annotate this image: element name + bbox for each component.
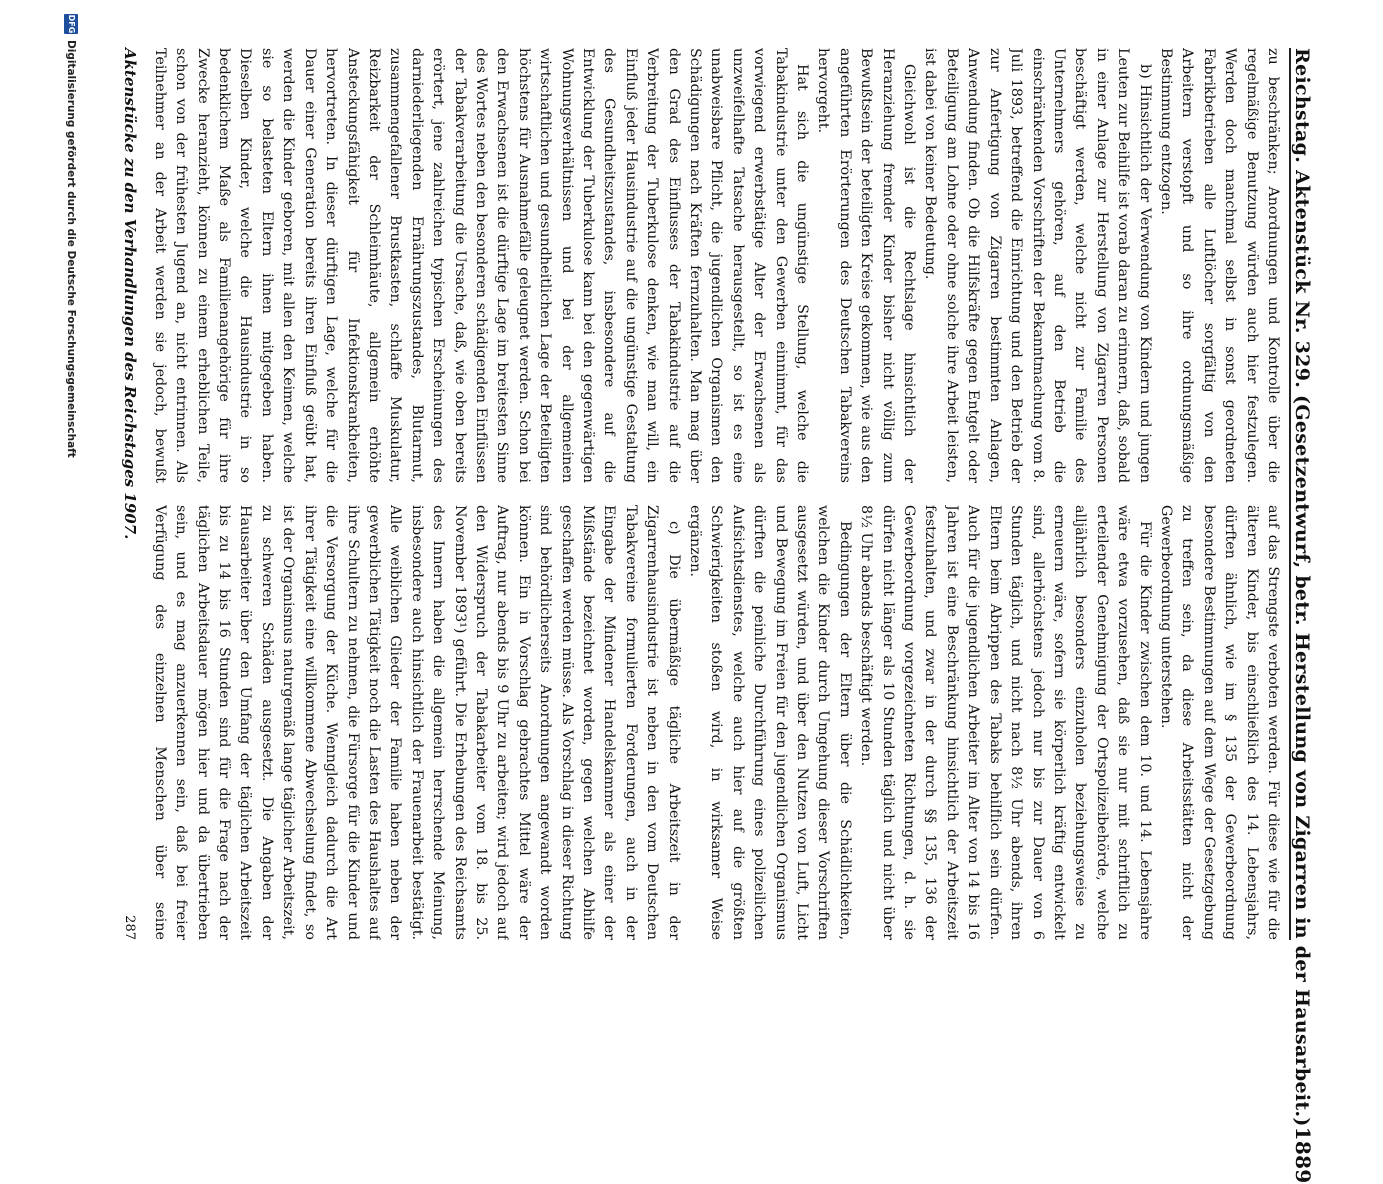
paragraph: zu beschränken; Anordnungen und Kontrolle über die regelmäßige Benutzung würden auch hier festzulegen. Werden doch manchmal selbst in sonst geordneten Fabrikbetrieben alle Luftlöcher sorgfältig von den Arbeitern verstopft und so ihre ordnungsmäßige Bestimmung entzogen.	[1157, 48, 1281, 483]
paragraph: Für die Kinder zwischen dem 10. und 14. Lebensjahre wäre etwa vorzusehen, daß sie nur mit schriftlich zu erteilender Genehmigung der Ortspolizeibehörde, welche alljährlich besonders einzuholen beziehungsweise zu erneuern wäre, sofern sie körperlich kräftig entwickelt sind, allerhöchstens jedoch nur bis zur Dauer von 6 Stunden täglich, und nicht nach 8½ Uhr abends, ihren Eltern beim Abrippen des Tabaks behilflich sein dürfen. Auch für die jugendlichen Arbeiter im Alter von 14 bis 16 Jahren ist eine Beschränkung hinsichtlich der Arbeitszeit festzuhalten, und zwar in der durch §§ 135, 136 der Gewerbeordnung vorgezeichneten Richtungen, d. h. sie dürfen nicht länger als 10 Stunden täglich und nicht über 8½ Uhr abends beschäftigt werden.	[858, 505, 1153, 940]
paragraph: Bedingungen der Eltern über die Schädlichkeiten, welchen die Kinder durch Umgehung dieser Vorschriften ausgesetzt würden, und über den Nutzen von Luft, Licht und Bewegung im Freien für den jugendlichen Organismus dürften die peinliche Durchführung eines polizeilichen Aufsichtsdienstes, welche auch hier auf die größten Schwierigkeiten stoßen wird, in wirksamer Weise ergänzen.	[687, 505, 853, 940]
footer-source: Aktenstücke zu den Verhandlungen des Reichstages 1907.	[121, 48, 139, 540]
header-page-number: 1889	[1291, 1126, 1315, 1184]
right-column	[145, 505, 1283, 940]
paragraph: Gleichwohl ist die Rechtslage hinsichtlich der Heranziehung fremder Kinder bisher nicht völlig zum Bewußtsein der beteiligten Kreise gekommen, wie aus den angeführten Erörterungen des Deutschen Tabakvereins hervorgeht.	[815, 48, 918, 483]
footer-folio: 287	[122, 915, 138, 940]
page-footer	[117, 48, 143, 940]
text-columns	[145, 48, 1283, 940]
left-column	[145, 48, 1283, 483]
header-title: Reichstag. Aktenstück Nr. 329. (Gesetzentwurf, betr. Herstellung von Zigarren in der Hausarbeit.)	[1291, 48, 1313, 1127]
paragraph: b) Hinsichtlich der Verwendung von Kindern und jungen Leuten zur Beihilfe ist vorab daran zu erinnern, daß, sobald in einer Anlage zur Herstellung von Zigarren Personen beschäftigt werden, welche nicht zur Familie des Unternehmers gehören, auf den Betrieb die einschränkenden Vorschriften der Bekanntmachung vom 8. Juli 1893, betreffend die Einrichtung und den Betrieb der zur Anfertigung von Zigarren bestimmten Anlagen, Anwendung finden. Ob die Hilfskräfte gegen Entgelt oder Beteiligung am Lohne oder ohne solche ihre Arbeit leisten, ist dabei von keiner Bedeutung.	[922, 48, 1153, 483]
paragraph: Hat sich die ungünstige Stellung, welche die Tabakindustrie unter den Gewerben einnimmt, für das vorwiegend erwerbstätige Alter der Erwachsenen als unzweifelhafte Tatsache herausgestellt, so ist es eine unabweisbare Pflicht, die jugendlichen Organismen den Schädigungen nach Kräften fernzuhalten. Man mag über den Grad des Einflusses der Tabakindustrie auf die Verbreitung der Tuberkulose denken, wie man will, ein Einfluß jeder Hausindustrie auf die ungünstige Gestaltung des Gesundheitszustandes, insbesondere auf die Entwicklung der Tuberkulose kann bei den gegenwärtigen Wohnungsverhältnissen und bei der allgemeinen wirtschaftlichen und gesundheitlichen Lage der Beteiligten höchstens für Ausnahmefälle geleugnet werden. Schon bei den Erwachsenen ist die dürftige Lage im breitesten Sinne des Wortes neben den besonderen schädigenden Einflüssen der Tabakverarbeitung die Ursache, daß, wie oben bereits erörtert, jene zahlreichen typischen Erscheinungen des darniederliegenden Ernährungszustandes, Blutarmut, zusammengefallener Brustkasten, schlaffe Muskulatur, Reizbarkeit der Schleimhäute, allgemein erhöhte Ansteckungsfähigkeit für Infektionskrankheiten, hervortreten. In dieser dürftigen Lage, welche für die Dauer einer Generation bereits ihren Einfluß geübt hat, werden die Kinder geboren, mit allen den Keimen, welche sie so belasteten Eltern ihnen mitgegeben haben. Dieselben Kinder, welche die Hausindustrie in so bedenklichem Maße als Familienangehörige für ihre Zwecke heranzieht, können zu einem erheblichen Teile, schon von der frühesten Jugend an, nicht entrinnen. Als Teilnehmer an der Arbeit werden sie jedoch, bewußt	[151, 48, 811, 483]
paragraph: c) Die übermäßige tägliche Arbeitszeit in der Zigarrenhausindustrie ist neben in den vom Deutschen Tabakvereine formulierten Forderungen, auch in der Eingabe der Mindener Handelskammer als einer der Mißstände bezeichnet worden, gegen welchen Abhilfe geschaffen werden müsse. Als Vorschlag in dieser Richtung sind behördlicherseits Anordnungen angewandt worden können. Ein in Vorschlag gebrachtes Mittel wäre der Auftrag, nur abends bis 9 Uhr zu arbeiten; wird jedoch auf den Widerspruch der Tabakarbeiter vom 18. bis 25. November 1893¹) geführt. Die Erhebungen des Reichsamts des Innern haben die allgemein herrschende Meinung, insbesondere auch hinsichtlich der Frauenarbeit bestätigt. Alle weiblichen Glieder der Familie haben neben der gewerblichen Tätigkeit noch die Lasten des Haushaltes auf ihre Schultern zu nehmen, die Fürsorge für die Kinder und die Versorgung der Küche. Wenngleich dadurch die Art ihrer Tätigkeit eine willkommene Abwechselung findet, so ist der Organismus naturgemäß lange täglicher Arbeitszeit, zu schweren Schäden ausgesetzt. Die Angaben der Hausarbeiter über den Umfang der täglichen Arbeitszeit bis zu 14 bis 16 Stunden sind für die Frage nach der täglichen Arbeitsdauer mögen hier und da übertrieben sein, und es mag anzuerkennen sein, daß bei freier Verfügung des einzelnen Menschen über seine	[151, 505, 682, 940]
dfg-logo-icon: DFG	[64, 14, 78, 34]
paragraph: auf das Strengste verboten werden. Für diese wie für die älteren Kinder, bis einschließlich des 14. Lebensjahrs, dürften ähnlich, wie im § 135 der Gewerbeordnung besondere Bestimmungen auf dem Wege der Gesetzgebung zu treffen sein, da diese Arbeitsstätten nicht der Gewerbeordnung unterstehen.	[1157, 505, 1281, 940]
digitization-credit	[61, 14, 81, 734]
credit-text: Digitalisierung gefördert durch die Deutsche Forschungsgemeinschaft	[65, 40, 77, 458]
running-header	[1289, 48, 1325, 1184]
